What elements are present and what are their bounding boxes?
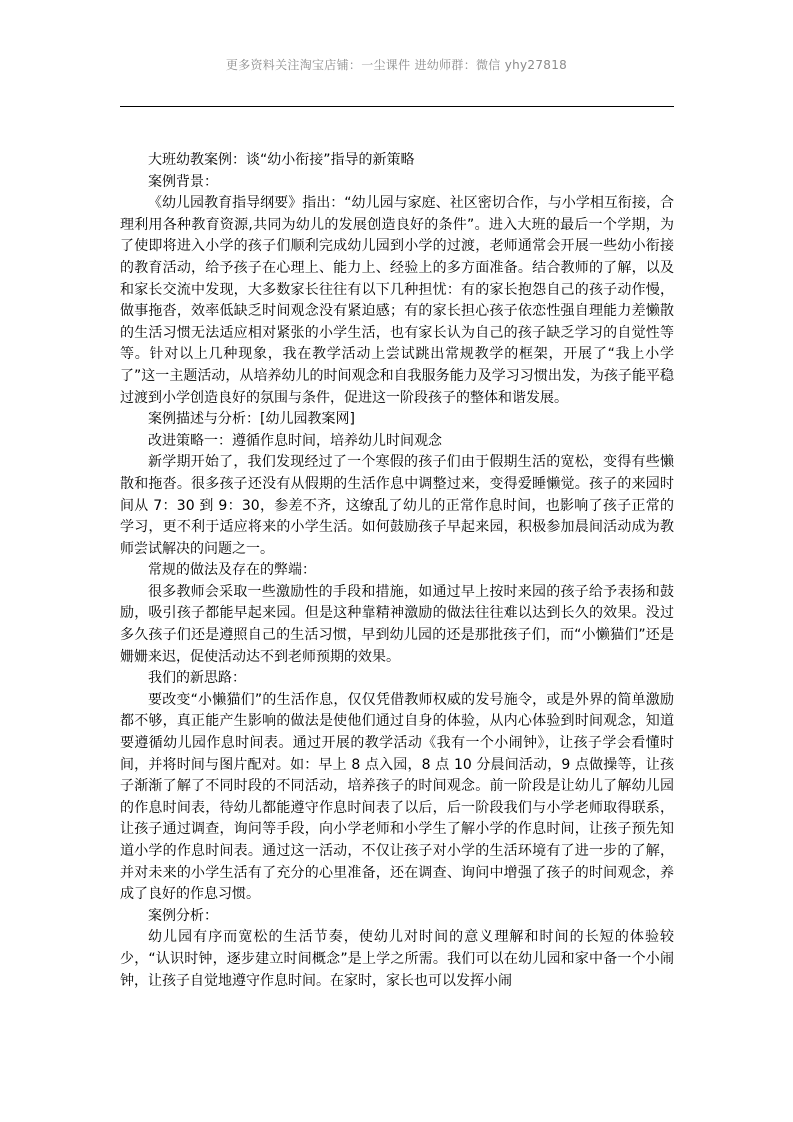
paragraph-strategy-one-heading: 改进策略一：遵循作息时间，培养幼儿时间观念 <box>148 432 442 449</box>
paragraph-background-heading: 案例背景： <box>148 173 218 190</box>
document-title: 大班幼教案例：谈“幼小衔接”指导的新策略 <box>148 152 415 168</box>
paragraph-conventional: 很多教师会采取一些激励性的手段和措施，如通过早上按时来园的孩子给予表扬和鼓励，吸引孩子都能早起来园。但是这种靠精神激励的做法往往难以达到长久的效果。没过多久孩子们还是遵照自己的生活习惯，早到幼儿园的还是那批孩子们，而“小懒猫们”还是姗姗来迟，促使活动达不到老师预期的效果。 <box>120 583 674 665</box>
paragraph-new-approach-heading: 我们的新思路： <box>148 670 246 687</box>
header-promo-note: 更多资料关注淘宝店铺：一尘课件 进幼师群：微信 yhy27818 <box>225 58 568 72</box>
paragraph-conventional-heading: 常规的做法及存在的弊端： <box>148 562 316 579</box>
paragraph-background: 《幼儿园教育指导纲要》指出：“幼儿园与家庭、社区密切合作，与小学相互衔接，合理利用各种教育资源,共同为幼儿的发展创造良好的条件”。进入大班的最后一个学期，为了使即将进入小学的孩子们顺利完成幼儿园到小学的过渡，老师通常会开展一些幼小衔接的教育活动，给予孩子在心理上、能力上、经验上的多方面准备。结合教师的了解，以及和家长交流中发现，大多数家长往往有以下几种担忧：有的家长抱怨自己的孩子动作慢，做事拖沓，效率低缺乏时间观念没有紧迫感；有的家长担心孩子依恋性强自理能力差懒散的生活习惯无法适应相对紧张的小学生活，也有家长认为自己的孩子缺乏学习的自觉性等等。针对以上几种现象，我在教学活动上尝试跳出常规教学的框架，开展了“我上小学了”这一主题活动，从培养幼儿的时间观念和自我服务能力及学习习惯出发，为孩子能平稳过渡到小学创造良好的氛围与条件，促进这一阶段孩子的整体和谐发展。 <box>120 195 674 406</box>
paragraph-new-semester: 新学期开始了，我们发现经过了一个寒假的孩子们由于假期生活的宽松，变得有些懒散和拖沓。很多孩子还没有从假期的生活作息中调整过来，变得爱睡懒觉。孩子的来园时间从 7：30 到 9：30，参差不齐，这缭乱了幼儿的正常作息时间，也影响了孩子正常的学习，更不利于适应将来的小学生活。如何鼓励孩子早起来园，积极参加晨间活动成为教师尝试解决的问题之一。 <box>120 454 674 557</box>
paragraph-new-approach: 要改变“小懒猫们”的生活作息，仅仅凭借教师权威的发号施令，或是外界的简单激励都不够，真正能产生影响的做法是使他们通过自身的体验，从内心体验到时间观念，知道要遵循幼儿园作息时间表。通过开展的教学活动《我有一个小闹钟》，让孩子学会看懂时间，并将时间与图片配对。如：早上 8 点入园，8 点 10 分晨间活动，9 点做操等，让孩子渐渐了解了不同时段的不同活动，培养孩子的时间观念。前一阶段是让幼儿了解幼儿园的作息时间表，待幼儿都能遵守作息时间表了以后，后一阶段我们与小学老师取得联系，让孩子通过调查，询问等手段，向小学老师和小学生了解小学的作息时间，让孩子预先知道小学的作息时间表。通过这一活动，不仅让孩子对小学的生活环境有了进一步的了解，并对未来的小学生活有了充分的心里准备，还在调查、询问中增强了孩子的时间观念，养成了良好的作息习惯。 <box>120 691 674 903</box>
header-divider <box>120 106 674 107</box>
paragraph-analysis-heading: 案例分析： <box>148 907 218 924</box>
paragraph-description-heading: 案例描述与分析：[幼儿园教案网] <box>148 411 355 428</box>
paragraph-analysis: 幼儿园有序而宽松的生活节奏，使幼儿对时间的意义理解和时间的长短的体验较少，“认识时钟，逐步建立时间概念”是上学之所需。我们可以在幼儿园和家中备一个小闹钟，让孩子自觉地遵守作息时间。在家时，家长也可以发挥小闹 <box>120 929 674 989</box>
document-body <box>120 150 674 992</box>
